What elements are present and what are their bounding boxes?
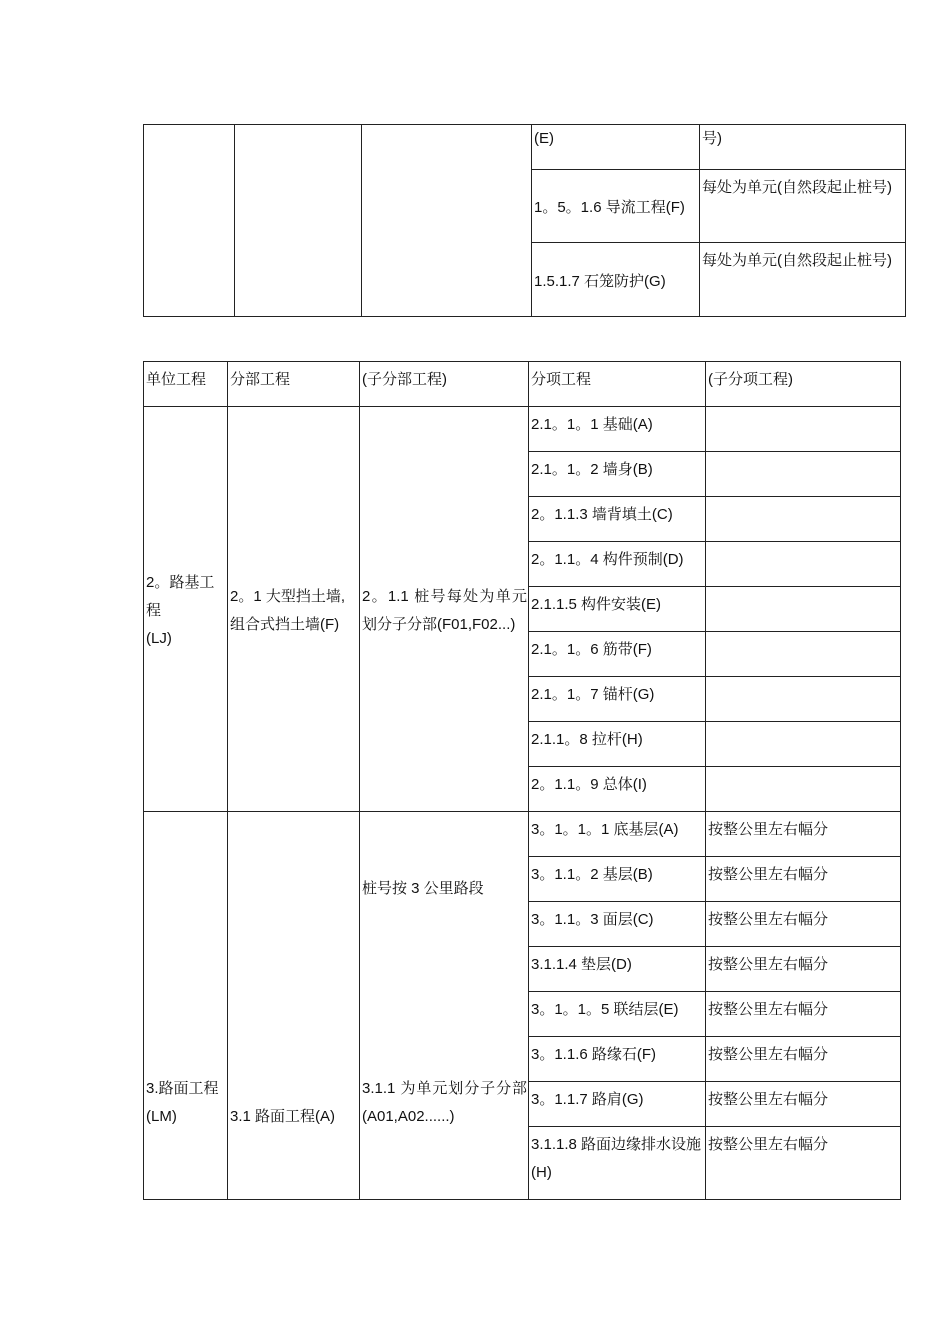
item-cell: 2.1.1.5 构件安装(E)	[529, 587, 706, 632]
table-row	[144, 812, 901, 857]
header-item: 分项工程	[529, 362, 706, 407]
empty-unit-cell	[144, 125, 235, 317]
item-cell: 3。1.1.7 路肩(G)	[529, 1082, 706, 1127]
subitem-cell	[706, 767, 901, 812]
unit-subgrade: 2。路基工程 (LJ)	[144, 407, 228, 812]
item-cell: 3。1.1。3 面层(C)	[529, 902, 706, 947]
unit-pavement: 3.路面工程 (LM)	[144, 812, 228, 1200]
subitem-cell: 按整公里左右幅分	[706, 857, 901, 902]
subitem-cell	[706, 542, 901, 587]
empty-division-cell	[235, 125, 362, 317]
subitem-cell	[706, 677, 901, 722]
item-cell: 1.5.1.7 石笼防护(G)	[532, 243, 700, 317]
subdivision-pavement-top: 桩号按 3 公里路段	[362, 880, 484, 897]
item-cell: 2.1.1。8 拉杆(H)	[529, 722, 706, 767]
item-cell: 3。1.1。2 基层(B)	[529, 857, 706, 902]
subitem-cell: 按整公里左右幅分	[706, 947, 901, 992]
item-cell: 3。1.1.6 路缘石(F)	[529, 1037, 706, 1082]
subitem-cell: 每处为单元(自然段起止桩号)	[700, 243, 906, 317]
division-retaining-wall: 2。1 大型挡土墙,组合式挡土墙(F)	[228, 407, 360, 812]
subitem-cell	[706, 407, 901, 452]
subitem-cell	[706, 497, 901, 542]
item-cell: 2.1。1。7 锚杆(G)	[529, 677, 706, 722]
engineering-division-table	[143, 361, 901, 1200]
header-subdivision: (子分部工程)	[360, 362, 529, 407]
header-unit: 单位工程	[144, 362, 228, 407]
continuation-table	[143, 124, 906, 317]
header-subitem: (子分项工程)	[706, 362, 901, 407]
subitem-cell: 按整公里左右幅分	[706, 1037, 901, 1082]
item-cell: 1。5。1.6 导流工程(F)	[532, 170, 700, 243]
item-cell: 2。1.1。9 总体(I)	[529, 767, 706, 812]
item-cell: 3.1.1.4 垫层(D)	[529, 947, 706, 992]
subdivision-pavement	[360, 812, 529, 1200]
table-row	[144, 407, 901, 452]
header-division: 分部工程	[228, 362, 360, 407]
subitem-cell	[706, 587, 901, 632]
item-cell: 2.1。1。2 墙身(B)	[529, 452, 706, 497]
item-cell: (E)	[532, 125, 700, 170]
subitem-cell: 按整公里左右幅分	[706, 902, 901, 947]
item-cell: 3。1。1。1 底基层(A)	[529, 812, 706, 857]
subitem-cell: 按整公里左右幅分	[706, 812, 901, 857]
division-pavement: 3.1 路面工程(A)	[228, 812, 360, 1200]
empty-subdivision-cell	[362, 125, 532, 317]
item-cell: 2.1。1。6 筋带(F)	[529, 632, 706, 677]
subitem-cell: 按整公里左右幅分	[706, 1127, 901, 1200]
subitem-cell: 每处为单元(自然段起止桩号)	[700, 170, 906, 243]
subitem-cell: 按整公里左右幅分	[706, 1082, 901, 1127]
item-cell: 2.1。1。1 基础(A)	[529, 407, 706, 452]
subitem-cell: 号)	[700, 125, 906, 170]
item-cell: 2。1.1。4 构件预制(D)	[529, 542, 706, 587]
item-cell: 3.1.1.8 路面边缘排水设施(H)	[529, 1127, 706, 1200]
subdivision-subgrade: 2。1.1 桩号每处为单元划分子分部(F01,F02...)	[360, 407, 529, 812]
item-cell: 2。1.1.3 墙背填土(C)	[529, 497, 706, 542]
subitem-cell	[706, 632, 901, 677]
item-cell: 3。1。1。5 联结层(E)	[529, 992, 706, 1037]
subitem-cell: 按整公里左右幅分	[706, 992, 901, 1037]
subitem-cell	[706, 452, 901, 497]
subdivision-pavement-bottom: 3.1.1 为单元划分子分部(A01,A02......)	[362, 1080, 527, 1125]
subitem-cell	[706, 722, 901, 767]
header-row	[144, 362, 901, 407]
